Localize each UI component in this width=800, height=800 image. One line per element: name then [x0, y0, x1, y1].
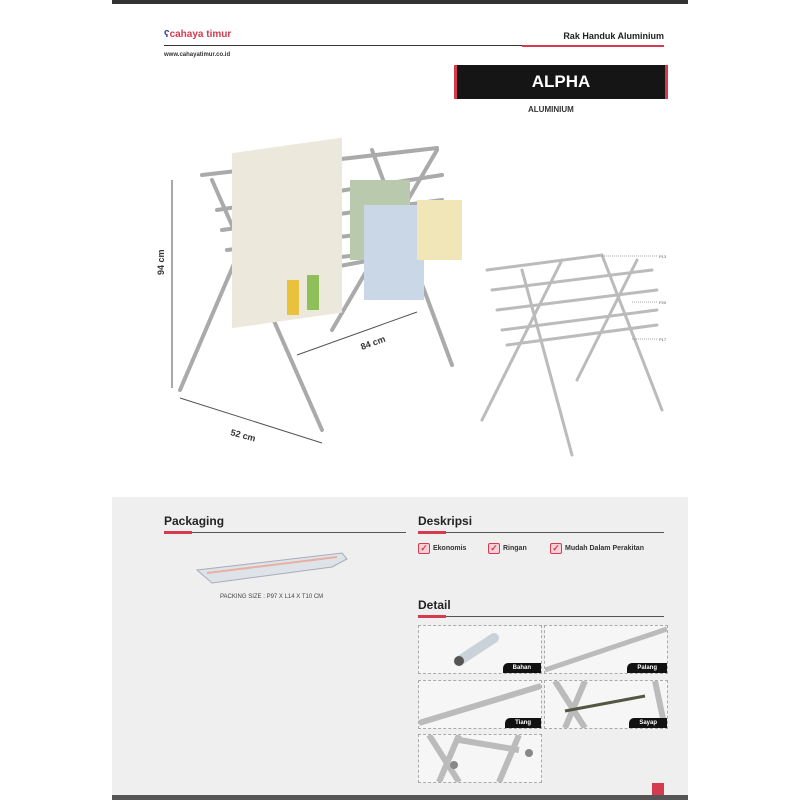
packing-size: PACKING SIZE : P97 X L14 X T10 CM [220, 594, 324, 600]
rack-empty [482, 255, 662, 455]
feature-label: Ekonomis [433, 545, 467, 552]
product-illustration [112, 130, 688, 470]
detail-divider [418, 616, 664, 617]
feature-item [488, 543, 527, 554]
header-accent [522, 45, 664, 47]
callout-p17: P17 [659, 337, 667, 342]
bottom-bar [112, 795, 688, 800]
feature-label: Ringan [503, 545, 527, 552]
feature-item [418, 543, 466, 554]
height-dimension: 94 cm [156, 249, 166, 275]
detail-title: Detail [418, 598, 451, 612]
description-accent [418, 531, 446, 534]
description-title: Deskripsi [418, 514, 473, 528]
page-marker [652, 783, 664, 795]
tile-label: Sayap [629, 718, 667, 728]
website-url: www.cahayatimur.co.id [164, 52, 231, 58]
catalog-page [112, 0, 688, 800]
sock [287, 280, 299, 315]
packaging-title: Packaging [164, 514, 225, 528]
detail-tile-joint [418, 734, 542, 783]
tile-label: Bahan [503, 663, 541, 673]
sock [307, 275, 319, 310]
width-dimension: 52 cm [229, 427, 257, 444]
model-name: ALPHA [454, 65, 668, 99]
yellow-cloth [417, 200, 462, 260]
packaging-accent [164, 531, 192, 534]
material-label: ALUMINIUM [528, 105, 574, 114]
detail-tile-tiang [418, 680, 542, 729]
brand-logo: ʕcahaya timur [164, 29, 232, 40]
category-title: Rak Handuk Aluminium [563, 31, 664, 41]
tile-label: Tiang [505, 718, 541, 728]
brand-name: cahaya timur [169, 29, 232, 40]
tile-label: Palang [627, 663, 667, 673]
check-icon: ✓ [418, 543, 430, 554]
detail-tile-sayap [544, 680, 668, 729]
shirt [364, 205, 424, 300]
callout-p20: P20 [659, 300, 667, 305]
detail-tile-bahan [418, 625, 542, 674]
packaging-image [192, 545, 352, 585]
detail-tile-palang [544, 625, 668, 674]
length-dimension: 84 cm [359, 333, 387, 352]
feature-label: Mudah Dalam Perakitan [565, 545, 644, 552]
top-bar [112, 0, 688, 4]
description-divider [418, 532, 664, 533]
detail-accent [418, 615, 446, 618]
feature-item [550, 543, 644, 554]
check-icon: ✓ [488, 543, 500, 554]
check-icon: ✓ [550, 543, 562, 554]
packaging-divider [164, 532, 406, 533]
callout-p13: P13 [659, 254, 667, 259]
